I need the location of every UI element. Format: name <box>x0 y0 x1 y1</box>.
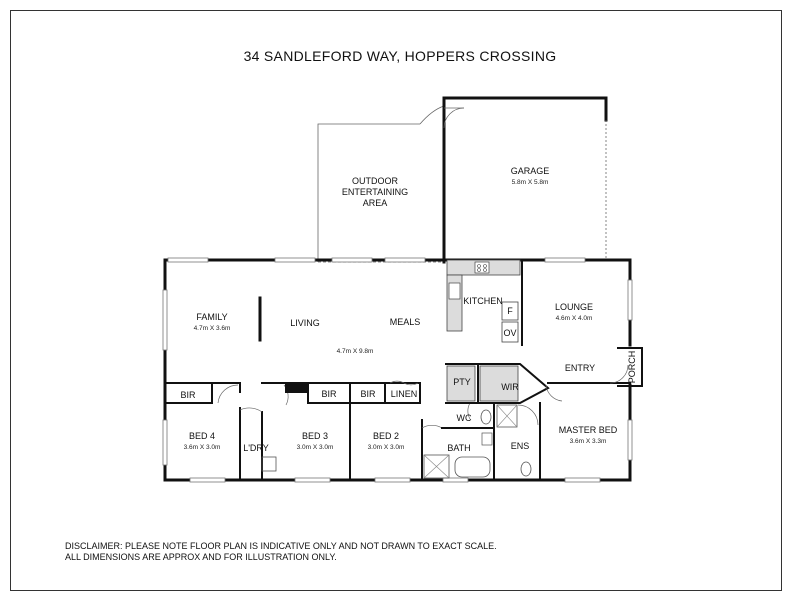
garage-label: GARAGE <box>510 166 550 176</box>
pantry-label: PTY <box>453 377 471 387</box>
porch-label: PORCH <box>627 350 637 384</box>
family-dimensions: 4.7m X 3.6m <box>193 325 231 332</box>
garage-dimensions: 5.8m X 5.8m <box>511 179 549 186</box>
disclaimer <box>65 541 497 563</box>
disclaimer-line-2: ALL DIMENSIONS ARE APPROX AND FOR ILLUSTRATION ONLY. <box>65 552 337 562</box>
linen-label: LINEN <box>390 389 418 399</box>
living-dimensions: 4.7m X 9.8m <box>336 348 374 355</box>
lounge-label: LOUNGE <box>554 302 594 312</box>
meals-label: MEALS <box>389 317 421 327</box>
outdoor-label-line2: ENTERTAINING <box>341 187 409 197</box>
bed3-label: BED 3 <box>301 431 329 441</box>
ens-label: ENS <box>510 441 530 451</box>
living-label: LIVING <box>290 318 320 328</box>
master-bed-label: MASTER BED <box>558 425 618 435</box>
room-labels <box>180 166 637 453</box>
outdoor-label-line3: AREA <box>362 198 388 208</box>
wc-label: WC <box>456 413 472 423</box>
family-label: FAMILY <box>196 312 228 322</box>
entry-label: ENTRY <box>564 363 596 373</box>
bed2-dimensions: 3.0m X 3.0m <box>367 444 405 451</box>
bed4-dimensions: 3.6m X 3.0m <box>183 444 221 451</box>
oven-label: OV <box>503 328 517 338</box>
lounge-dimensions: 4.6m X 4.0m <box>555 315 593 322</box>
bath-label: BATH <box>447 443 471 453</box>
fridge-label: F <box>507 306 513 316</box>
bir-bed2-label: BIR <box>360 389 376 399</box>
kitchen-label: KITCHEN <box>463 296 503 306</box>
property-address-title: 34 SANDLEFORD WAY, HOPPERS CROSSING <box>243 48 557 64</box>
disclaimer-line-1: DISCLAIMER: PLEASE NOTE FLOOR PLAN IS INDICATIVE ONLY AND NOT DRAWN TO EXACT SCALE. <box>65 541 497 551</box>
wir-label: WIR <box>501 382 519 392</box>
bir-bed4-label: BIR <box>180 390 196 400</box>
master-bed-dimensions: 3.6m X 3.3m <box>569 438 607 445</box>
bed4-label: BED 4 <box>188 431 216 441</box>
bed3-dimensions: 3.0m X 3.0m <box>296 444 334 451</box>
bir-bed3-label: BIR <box>321 389 337 399</box>
outdoor-label-line1: OUTDOOR <box>352 176 398 186</box>
laundry-label: L'DRY <box>243 443 269 453</box>
bed2-label: BED 2 <box>372 431 400 441</box>
